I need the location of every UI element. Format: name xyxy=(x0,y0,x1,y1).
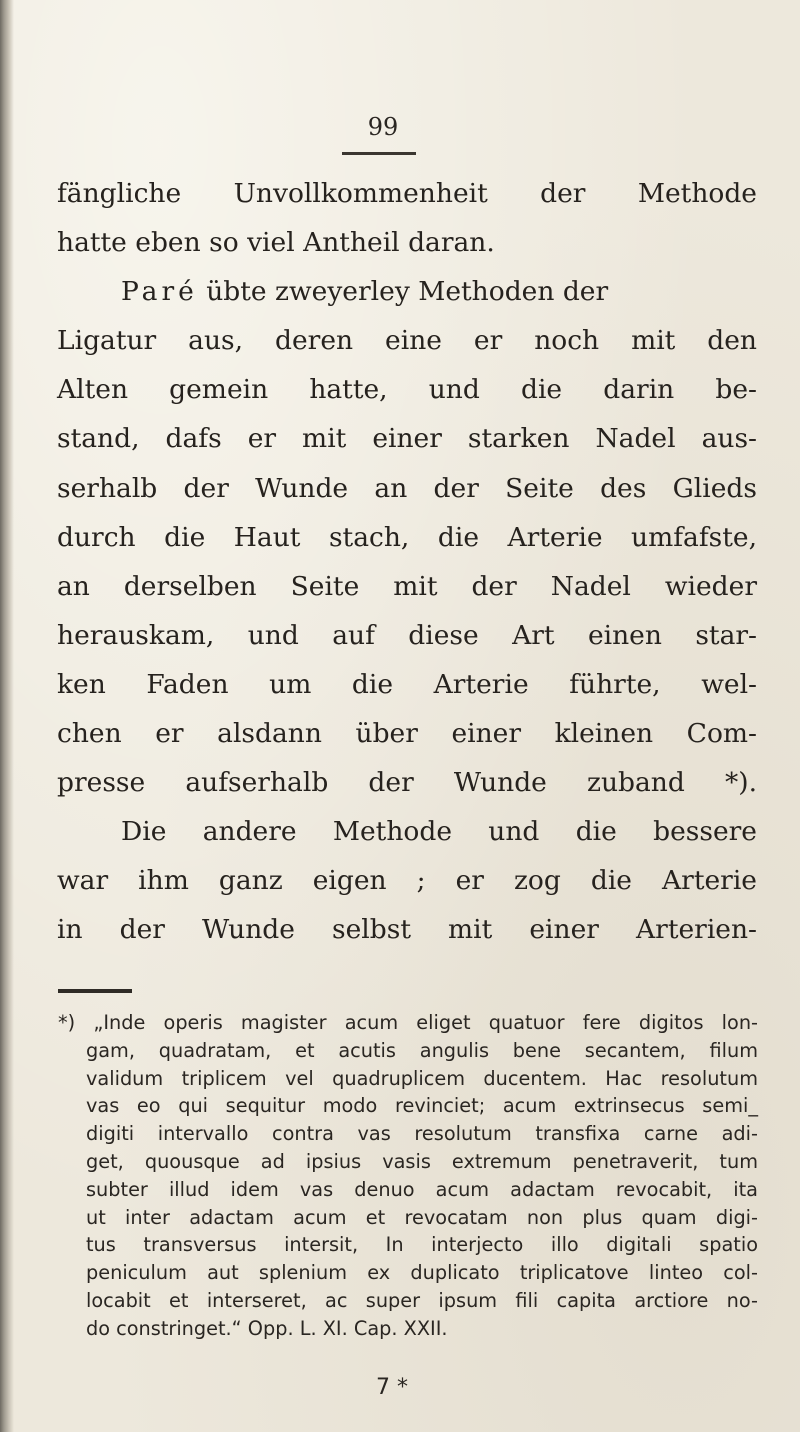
text-line: serhalb der Wunde an der Seite des Glieds xyxy=(57,472,757,504)
footnote-line: peniculum aut splenium ex duplicato triplicatove linteo col- xyxy=(86,1261,758,1285)
signature-mark: 7 * xyxy=(376,1375,408,1400)
footnote-line: gam, quadratam, et acutis angulis bene secantem, filum xyxy=(86,1038,758,1062)
text-line: hatte eben so viel Antheil daran. xyxy=(57,227,495,259)
main-text xyxy=(57,169,757,955)
footnote xyxy=(58,1009,758,1343)
text-line: stand, dafs er mit einer starken Nadel aus- xyxy=(57,423,757,455)
text-line: ken Faden um die Arterie führte, wel- xyxy=(57,668,757,700)
footnote-line: get, quousque ad ipsius vasis extremum penetraverit, tum xyxy=(86,1149,758,1173)
text-fragment: übte zweyerley Methoden der xyxy=(197,276,609,308)
text-line: durch die Haut stach, die Arterie umfafste, xyxy=(57,521,757,553)
text-line: herauskam, und auf diese Art einen star- xyxy=(57,619,757,651)
text-line: fängliche Unvollkommenheit der Methode xyxy=(57,178,757,209)
footnote-line: validum triplicem vel quadruplicem ducentem. Hac resolutum xyxy=(86,1066,758,1090)
footnote-line: ut inter adactam acum et revocatam non plus quam digi- xyxy=(86,1205,758,1229)
binding-gutter xyxy=(0,0,14,1432)
text-line: Die andere Methode und die bessere xyxy=(121,816,757,848)
footnote-line: do constringet.“ Opp. L. XI. Cap. XXII. xyxy=(86,1316,448,1340)
footnote-line: subter illud idem vas denuo acum adactam revocabit, ita xyxy=(86,1177,758,1201)
footnote-rule xyxy=(58,989,132,993)
author-name: Paré xyxy=(121,276,198,308)
text-line: Ligatur aus, deren eine er noch mit den xyxy=(57,325,757,357)
page-number: 99 xyxy=(367,113,399,141)
text-line: presse aufserhalb der Wunde zuband *). xyxy=(57,767,757,799)
text-line: Alten gemein hatte, und die darin be- xyxy=(57,374,757,406)
footnote-line: tus transversus intersit, In interjecto illo digitali spatio xyxy=(86,1233,758,1257)
page-number-rule xyxy=(342,152,416,155)
footnote-line: digiti intervallo contra vas resolutum transfixa carne adi- xyxy=(86,1122,758,1146)
text-line: in der Wunde selbst mit einer Arterien- xyxy=(57,914,757,946)
footnote-line: locabit et interseret, ac super ipsum fili capita arctiore no- xyxy=(86,1288,758,1312)
text-line: an derselben Seite mit der Nadel wieder xyxy=(57,570,757,602)
text-line xyxy=(57,267,757,316)
footnote-line: vas eo qui sequitur modo revinciet; acum extrinsecus semi_ xyxy=(86,1094,758,1118)
footnote-line: *) „Inde operis magister acum eliget quatuor fere digitos lon- xyxy=(58,1011,758,1034)
text-line: war ihm ganz eigen ; er zog die Arterie xyxy=(57,865,757,897)
text-line: chen er alsdann über einer kleinen Com- xyxy=(57,718,757,750)
